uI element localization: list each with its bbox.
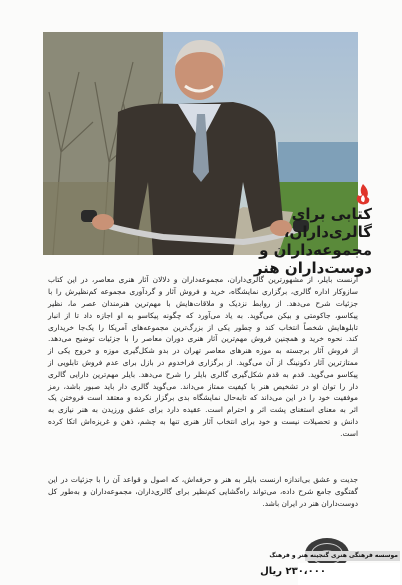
closing-paragraph: جدیت و عشق بی‌اندازه ارنست بایلر به هنر و حرفه‌اش، که اصول و قواعد آن را با جزئیات در این گفتگوی جامع شرح داده، می‌تواند راه‌گشایی کم‌نظیر برای گالری‌داران، مجموعه‌داران و به‌طور کل دوست‌داران هنر در ایران باشد. bbox=[48, 475, 358, 508]
blurb-paragraph: ارنست بایلر، از مشهورترین گالری‌داران، مجموعه‌داران و دلالان آثار هنری معاصر، در این کتاب سازوکار اداره گالری، برگزاری نمایشگاه، خرید و فروش آثار و گردآوری مجموعه کم‌نظیرش را با جزئیات شرح می‌دهد. از روابط نزدیک و ملاقات‌هایش با مهم‌ترین هنرمندان عصر ما، نظیر پیکاسو، جاکومتی و بیکن می‌گوید. به یاد می‌آورد که چگونه پیکاسو به او اجازه داد تا از انبار تابلوهایش شخصاً انتخاب کند و چطور یکی از بزرگ‌ترین مجموعه‌های آمریکا را یک‌جا خریداری کند. نحوه خرید و همچنین فروش مهم‌ترین آثار هنری دوران معاصر را با جزئیات توضیح می‌دهد. از فروش آثار برجسته به موزه هنرهای معاصر تهران در بدو شکل‌گیری موزه و خروج یکی از ممتازترین آثار دکونینگ از آن می‌گوید. از برگزاری فراخدوم در بازل برای عدم فروش تابلویی از پیکاسو می‌گوید. قدم به قدم شکل‌گیری گالری بایلر را شرح می‌دهد. بایلر مهم‌ترین دارایی گالری دار را توان او در تشخیص هنر با کیفیت ممتاز می‌داند. می‌گوید گالری دار باید صبور باشد، رمز موفقیت خود را در این می‌داند که تابه‌حال نمایشگاه بدی برگزار نکرده و معتقد است فروختن یک اثر به معنای استغنای پشت اثر و احترام است. عقیده دارد برای عشق ورزیدن به هنر نیازی به دانش و تحصیلات نیست و خود برای انتخاب آثار هنری تنها به چشم، ذهن و غریزه‌اش اتکا کرده است. bbox=[48, 275, 358, 438]
price-label: ۲۳۰،۰۰۰ ریال bbox=[260, 566, 326, 577]
flame-icon bbox=[354, 183, 372, 205]
headline-line-1: کتابی برای bbox=[291, 205, 372, 223]
headline-line-2: گالری‌داران، bbox=[283, 223, 372, 241]
headline-line-3: مجموعه‌داران و bbox=[259, 241, 372, 259]
book-headline bbox=[210, 205, 372, 277]
publisher-name: موسسه فرهنگی هنری گنجینه هنر و فرهنگ bbox=[269, 552, 398, 559]
headline-line-4: دوست‌داران هنر bbox=[253, 259, 372, 277]
